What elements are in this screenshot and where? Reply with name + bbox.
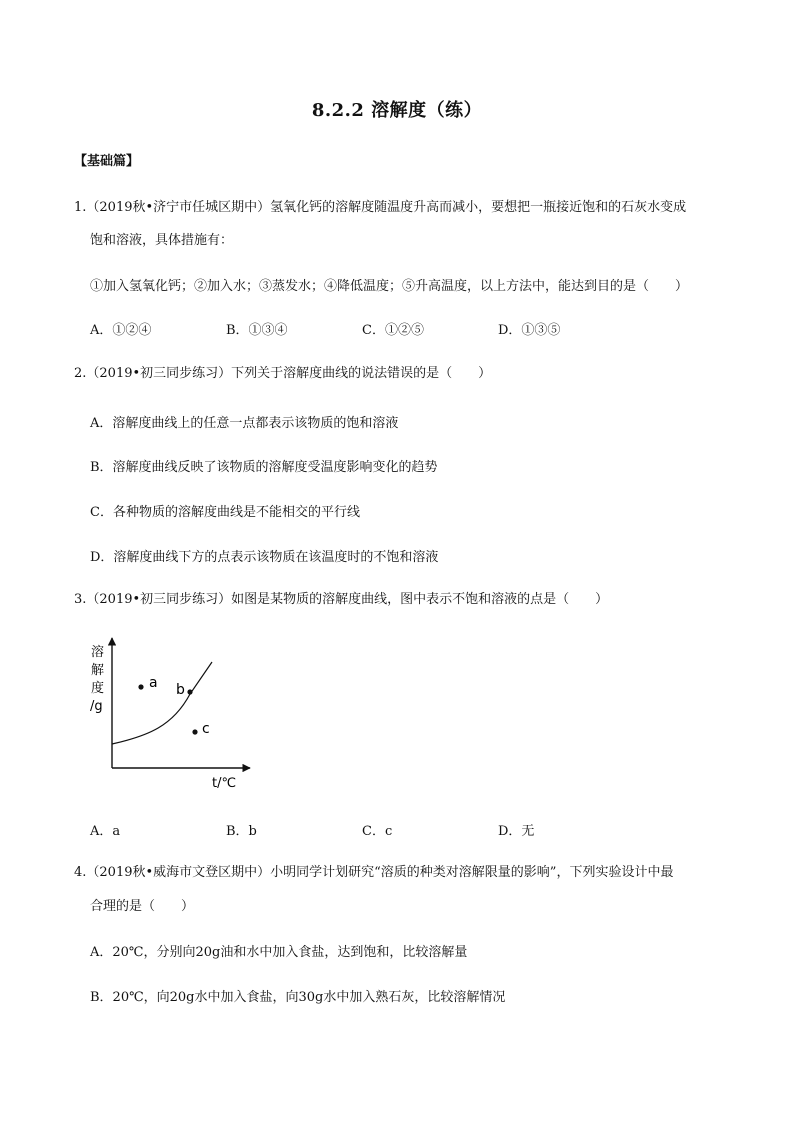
question-4-line-1: 4.（2019秋•威海市文登区期中）小明同学计划研究“溶质的种类对溶解限量的影响”，下列实验设计中最: [74, 865, 674, 880]
question-1-options: [90, 319, 730, 338]
page-title: 8.2.2 溶解度（练）: [311, 100, 483, 121]
section-heading: 【基础篇】: [74, 154, 140, 169]
question-2-line-1: 2.（2019•初三同步练习）下列关于溶解度曲线的说法错误的是（ ）: [74, 366, 492, 381]
option-d: D．无: [498, 824, 535, 839]
option-b: B．b: [226, 824, 257, 839]
option-a: A．①②④: [90, 323, 152, 338]
option-a: A．a: [90, 824, 121, 839]
question-2-option-c: C．各种物质的溶解度曲线是不能相交的平行线: [90, 505, 360, 520]
x-label: t/℃: [212, 776, 237, 791]
point-b: [187, 689, 192, 694]
question-4-option-a: A．20℃，分别向20g油和水中加入食盐，达到饱和，比较溶解量: [90, 945, 468, 960]
y-label-2: 解: [91, 663, 105, 678]
point-c: [192, 729, 197, 734]
point-b-label: b: [176, 682, 185, 698]
option-c: C．c: [362, 824, 393, 839]
y-label-3: 度: [91, 681, 105, 696]
option-c: C．①②⑤: [362, 323, 424, 338]
question-1-line-3: ①加入氢氧化钙；②加入水；③蒸发水；④降低温度；⑤升高温度，以上方法中，能达到目的是（ ）: [90, 279, 689, 294]
option-d: D．①③⑤: [498, 323, 561, 338]
y-label-4: /g: [90, 699, 103, 714]
question-1-line-1: 1.（2019秋•济宁市任城区期中）氢氧化钙的溶解度随温度升高而减小，要想把一瓶接近饱和的石灰水变成: [74, 200, 687, 215]
y-label-1: 溶: [91, 645, 105, 660]
question-4-option-b: B．20℃，向20g水中加入食盐，向30g水中加入熟石灰，比较溶解情况: [90, 990, 506, 1005]
question-3-options: [90, 820, 730, 839]
point-a: [138, 684, 143, 689]
question-2-option-d: D．溶解度曲线下方的点表示该物质在该温度时的不饱和溶液: [90, 550, 439, 565]
question-4-line-2: 合理的是（ ）: [90, 899, 195, 914]
question-3-line-1: 3.（2019•初三同步练习）如图是某物质的溶解度曲线，图中表示不饱和溶液的点是（ ）: [74, 592, 609, 607]
option-b: B．①③④: [226, 323, 288, 338]
solubility-curve-graph: [78, 632, 268, 792]
question-2-option-b: B．溶解度曲线反映了该物质的溶解度受温度影响变化的趋势: [90, 460, 438, 475]
question-2-option-a: A．溶解度曲线上的任意一点都表示该物质的饱和溶液: [90, 416, 399, 431]
question-1-line-2: 饱和溶液，具体措施有：: [90, 233, 234, 248]
point-c-label: c: [202, 721, 210, 737]
point-a-label: a: [149, 675, 158, 691]
